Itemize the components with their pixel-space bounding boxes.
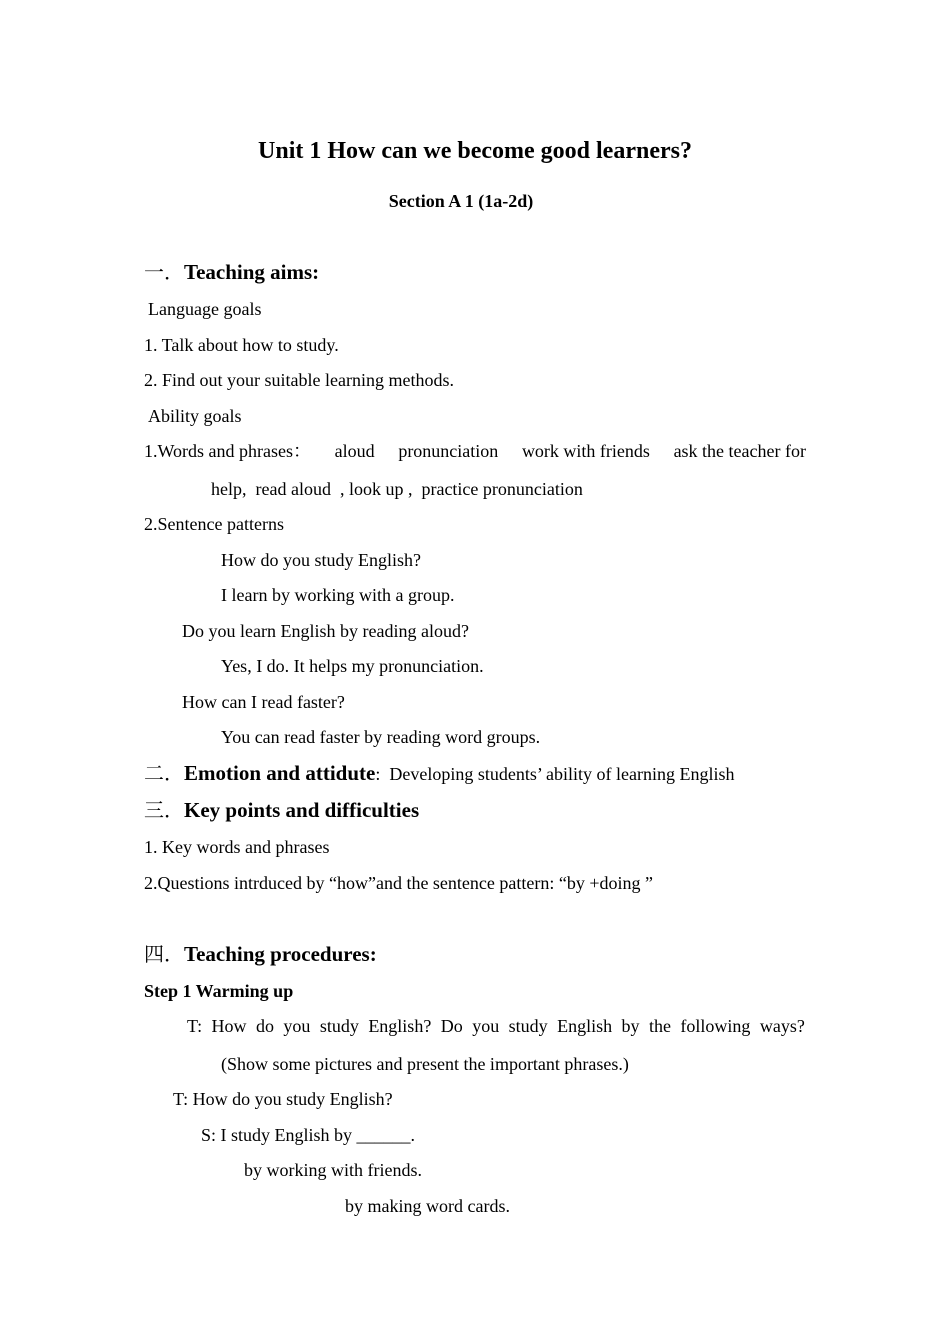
sentence-item: I learn by working with a group.	[221, 585, 455, 605]
sentence-item: You can read faster by reading word groups.	[221, 727, 541, 747]
word: How	[211, 1016, 247, 1036]
document-subtitle: Section A 1 (1a-2d)	[388, 191, 534, 211]
dialog-line: by making word cards.	[345, 1196, 510, 1216]
sentence-item: How can I read faster?	[182, 692, 345, 712]
ability-goals-label: Ability goals	[148, 406, 242, 426]
words-phrases-line	[144, 440, 806, 462]
section-number: 四．	[144, 942, 184, 966]
section-heading-procedures	[144, 941, 377, 967]
section-heading-emotion	[144, 760, 734, 787]
sentence-item: Do you learn English by reading aloud?	[182, 621, 469, 641]
language-goal-item: 2. Find out your suitable learning methods.	[144, 370, 454, 390]
section-title: Emotion and attidute	[184, 761, 376, 785]
sentence-item: How do you study English?	[221, 550, 421, 570]
document-title: Unit 1 How can we become good learners?	[258, 138, 692, 164]
key-point-item: 1. Key words and phrases	[144, 837, 330, 857]
section-title: Key points and difficulties	[184, 798, 420, 822]
section-title: Teaching aims:	[184, 260, 320, 284]
phrase-item: ask the teacher for	[673, 441, 806, 461]
word: ways?	[759, 1016, 805, 1036]
step1-line-1	[187, 1015, 805, 1037]
word: study	[508, 1016, 548, 1036]
word: following	[680, 1016, 751, 1036]
section-number: 三．	[144, 798, 184, 822]
words-phrases-line-2: help, read aloud , look up , practice pronunciation	[211, 479, 583, 499]
language-goals-label: Language goals	[148, 299, 262, 319]
section-text: : Developing students’ ability of learning English	[375, 764, 735, 784]
word: by	[621, 1016, 640, 1036]
word: you	[283, 1016, 311, 1036]
dialog-line: T: How do you study English?	[173, 1089, 393, 1109]
word: do	[255, 1016, 274, 1036]
word: you	[472, 1016, 500, 1036]
word: Do	[440, 1016, 463, 1036]
section-title: Teaching procedures:	[184, 942, 377, 966]
word: English	[557, 1016, 613, 1036]
key-point-item: 2.Questions intrduced by “how”and the sentence pattern: “by +doing ”	[144, 873, 654, 893]
sentence-item: Yes, I do. It helps my pronunciation.	[221, 656, 484, 676]
section-number: 二．	[144, 761, 184, 785]
language-goal-item: 1. Talk about how to study.	[144, 335, 339, 355]
phrase-item: pronunciation	[398, 441, 499, 461]
step-heading: Step 1 Warming up	[144, 981, 294, 1001]
sentence-patterns-label: 2.Sentence patterns	[144, 514, 284, 534]
phrase-item: aloud	[334, 441, 375, 461]
word: English?	[368, 1016, 432, 1036]
section-heading-teaching-aims	[144, 259, 319, 285]
step1-line-2: (Show some pictures and present the important phrases.)	[221, 1054, 629, 1074]
words-label: 1.Words and phrases：	[144, 441, 312, 461]
section-heading-key-points	[144, 797, 419, 823]
dialog-line: by working with friends.	[244, 1160, 422, 1180]
section-number: 一．	[144, 260, 184, 284]
word: study	[319, 1016, 359, 1036]
word: T:	[187, 1016, 203, 1036]
word: the	[648, 1016, 671, 1036]
dialog-line: S: I study English by ______.	[201, 1125, 416, 1145]
phrase-item: work with friends	[521, 441, 650, 461]
